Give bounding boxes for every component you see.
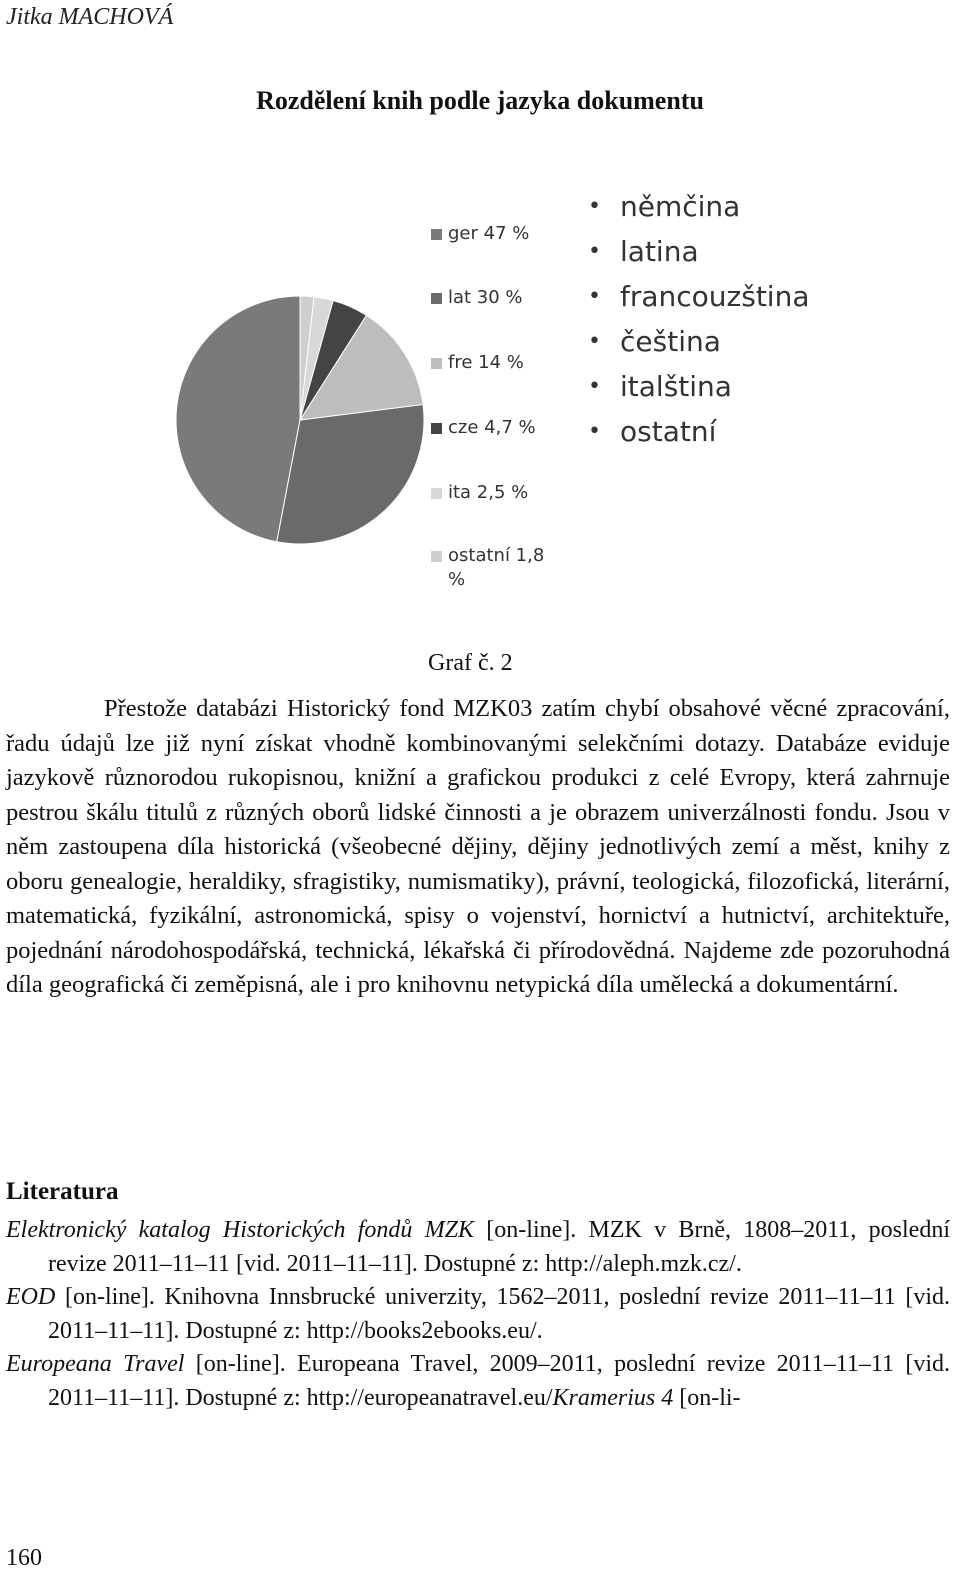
legend-swatch xyxy=(431,293,442,304)
bullet-item-label: latina xyxy=(620,235,699,268)
reference-title: Europeana Travel xyxy=(6,1351,185,1377)
reference-title: Kramerius 4 xyxy=(552,1384,674,1411)
legend-item xyxy=(431,416,558,440)
page-number: 160 xyxy=(6,1545,42,1571)
bullet-item: • němčina xyxy=(588,184,810,229)
legend-item xyxy=(431,481,558,505)
legend-label: cze 4,7 % xyxy=(448,417,536,438)
bullet-item: • čeština xyxy=(588,319,810,364)
legend-item xyxy=(431,222,558,246)
legend-label: fre 14 % xyxy=(448,352,524,373)
legend-swatch xyxy=(431,423,442,434)
figure-title: Rozdělení knih podle jazyka dokumentu xyxy=(256,86,704,115)
bullet-item-label: francouzština xyxy=(620,280,810,313)
literature-heading: Literatura xyxy=(6,1178,119,1205)
legend-item xyxy=(431,351,558,375)
literature-list xyxy=(6,1214,950,1415)
legend-label: ita 2,5 % xyxy=(448,482,529,503)
legend-item xyxy=(431,286,558,310)
bullet-item-label: němčina xyxy=(620,190,741,223)
legend-label: ostatní 1,8 % xyxy=(448,545,545,590)
pie-chart xyxy=(170,290,430,550)
legend-item xyxy=(431,544,558,592)
reference-title: Elektronický katalog Historických fondů MZK xyxy=(6,1217,475,1243)
body-paragraph: Přestože databázi Historický fond MZK03 zatím chybí obsahové věcné zpracování, řadu údajů lze již nyní získat vhodně kombinovanými selekčními dotazy. Databáze eviduje jazykově různorodou rukopisnou, knižní a grafickou produkci z celé Evropy, která zahrnuje pestrou škálu titulů z různých oborů lidské činnosti a je obrazem univerzálnosti fondu. Jsou v něm zastoupena díla historická (všeobecné dějiny, dějiny jednotlivých zemí a měst, knihy z oboru genealogie, heraldiky, sfragistiky, numismatiky), právní, teologická, filozofická, literární, matematická, fyzikální, astronomická, spisy o vojenství, hornictví a hutnictví, architektuře, pojednání národohospodářská, technická, lékařská či přírodovědná. Najdeme zde pozoruhodná díla geografická či zeměpisná, ale i pro knihovnu netypická díla umělecká a dokumentární. xyxy=(6,695,950,998)
bullet-item: • latina xyxy=(588,229,810,274)
language-bullet-list xyxy=(588,184,810,454)
legend-swatch xyxy=(431,551,442,562)
bullet-item: • francouzština xyxy=(588,274,810,319)
reference-details: [on-line]. Europeana Travel, 2009–2011, poslední revize 2011–11–11 [vid. 2011–11–11]. Dostupné z: http://europeanatravel.eu/ xyxy=(48,1351,950,1411)
body-paragraph-wrap xyxy=(6,692,950,1003)
pie-slice xyxy=(176,296,300,542)
reference-details: [on-line]. Knihovna Innsbrucké univerzity, 1562–2011, poslední revize 2011–11–11 [vid. 2011–11–11]. Dostupné z: http://books2ebooks.eu/. xyxy=(48,1284,950,1344)
bullet-item-label: čeština xyxy=(620,325,721,358)
legend-label: ger 47 % xyxy=(448,223,530,244)
running-header: Jitka MACHOVÁ xyxy=(6,4,174,30)
reference-details: [on-line]. MZK v Brně, 1808–2011, poslední revize 2011–11–11 [vid. 2011–11–11]. Dostupné z: http://aleph.mzk.cz/. xyxy=(48,1217,950,1277)
legend-label: lat 30 % xyxy=(448,287,523,308)
reference-item xyxy=(6,1348,950,1415)
reference-title: EOD xyxy=(6,1284,56,1310)
legend-swatch xyxy=(431,488,442,499)
pie-slice xyxy=(277,404,424,544)
bullet-item: • ostatní xyxy=(588,409,810,454)
reference-item xyxy=(6,1281,950,1348)
figure-caption: Graf č. 2 xyxy=(428,650,513,676)
bullet-item-label: ostatní xyxy=(620,415,717,448)
legend-swatch xyxy=(431,358,442,369)
reference-details: [on-li- xyxy=(673,1384,741,1411)
legend-swatch xyxy=(431,229,442,240)
reference-item xyxy=(6,1214,950,1281)
bullet-item-label: italština xyxy=(620,370,732,403)
bullet-item: • italština xyxy=(588,364,810,409)
